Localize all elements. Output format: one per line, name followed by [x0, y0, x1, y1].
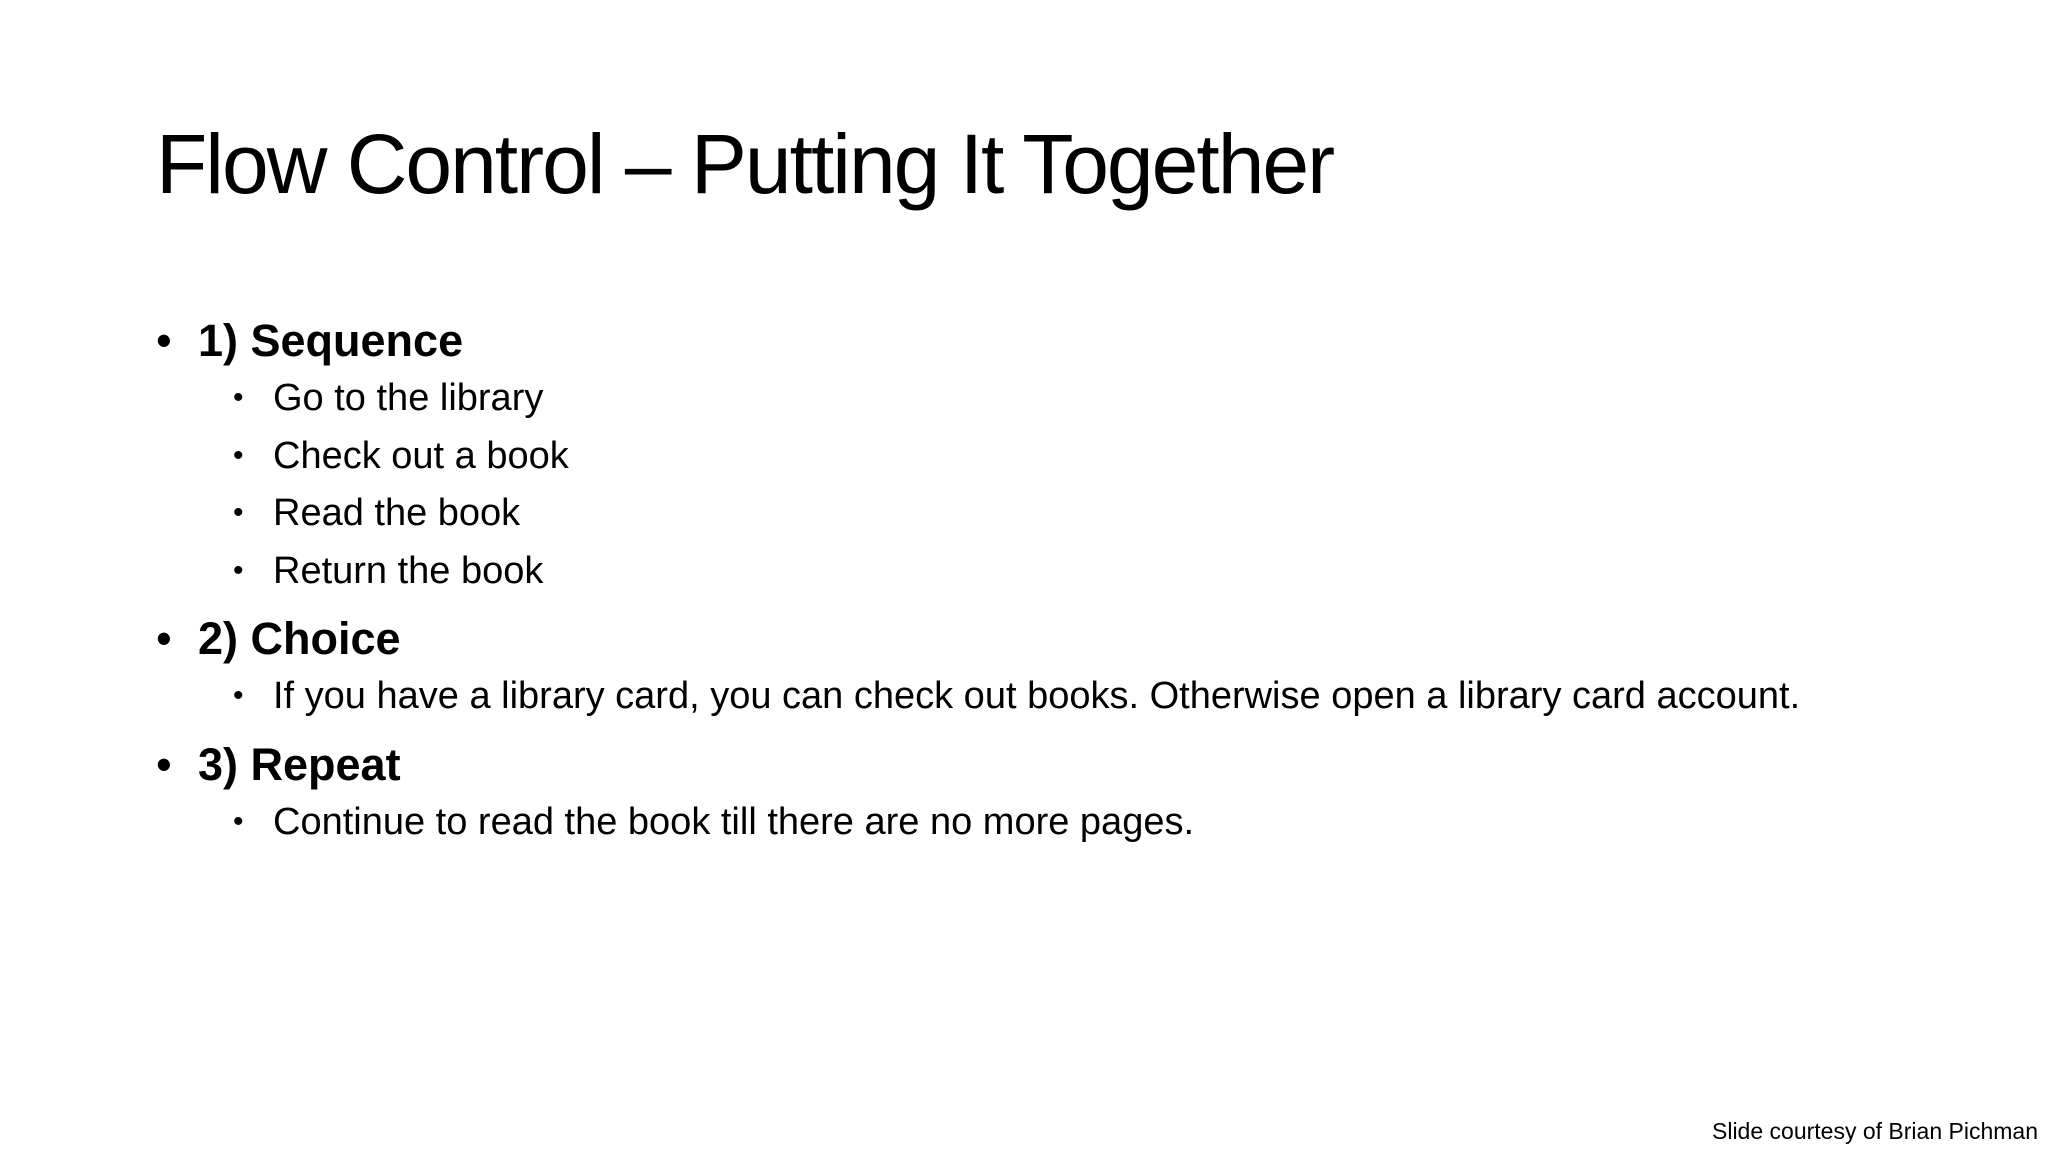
list-item [156, 668, 2016, 726]
list-item-text: Check out a book [273, 434, 569, 477]
section-heading-text: 1) Sequence [198, 315, 464, 366]
bullet-icon: • [156, 315, 172, 366]
list-item-text: Return the book [273, 549, 544, 592]
slide-title: Flow Control – Putting It Together [156, 117, 1334, 211]
section-choice [156, 610, 2016, 726]
bullet-icon: • [233, 381, 244, 414]
sub-bullet-list [156, 668, 2016, 726]
list-item [156, 370, 2016, 428]
section-heading [156, 736, 2016, 794]
slide-credit: Slide courtesy of Brian Pichman [1712, 1118, 2038, 1144]
spacer [156, 600, 2016, 610]
list-item [156, 485, 2016, 543]
sub-bullet-list [156, 370, 2016, 600]
list-item-text: Continue to read the book till there are no more pages. [273, 800, 1195, 843]
bullet-icon: • [233, 804, 244, 838]
section-heading-text: 2) Choice [198, 613, 401, 664]
section-heading [156, 312, 2016, 370]
bullet-icon: • [156, 738, 172, 790]
slide-content [156, 312, 2016, 851]
bullet-icon: • [233, 496, 244, 529]
list-item [156, 428, 2016, 486]
list-item-text: If you have a library card, you can check out books. Otherwise open a library card account. [273, 675, 1801, 717]
bullet-icon: • [233, 438, 244, 472]
spacer [156, 726, 2016, 736]
sub-bullet-list [156, 794, 2016, 852]
bullet-icon: • [156, 613, 172, 664]
list-item [156, 543, 2016, 601]
list-item-text: Go to the library [273, 377, 544, 419]
bullet-icon: • [233, 553, 244, 587]
bullet-icon: • [233, 679, 244, 712]
section-heading-text: 3) Repeat [198, 738, 401, 790]
section-sequence [156, 312, 2016, 600]
list-item-text: Read the book [273, 492, 521, 534]
section-heading [156, 610, 2016, 668]
section-repeat [156, 736, 2016, 852]
list-item [156, 794, 2016, 852]
